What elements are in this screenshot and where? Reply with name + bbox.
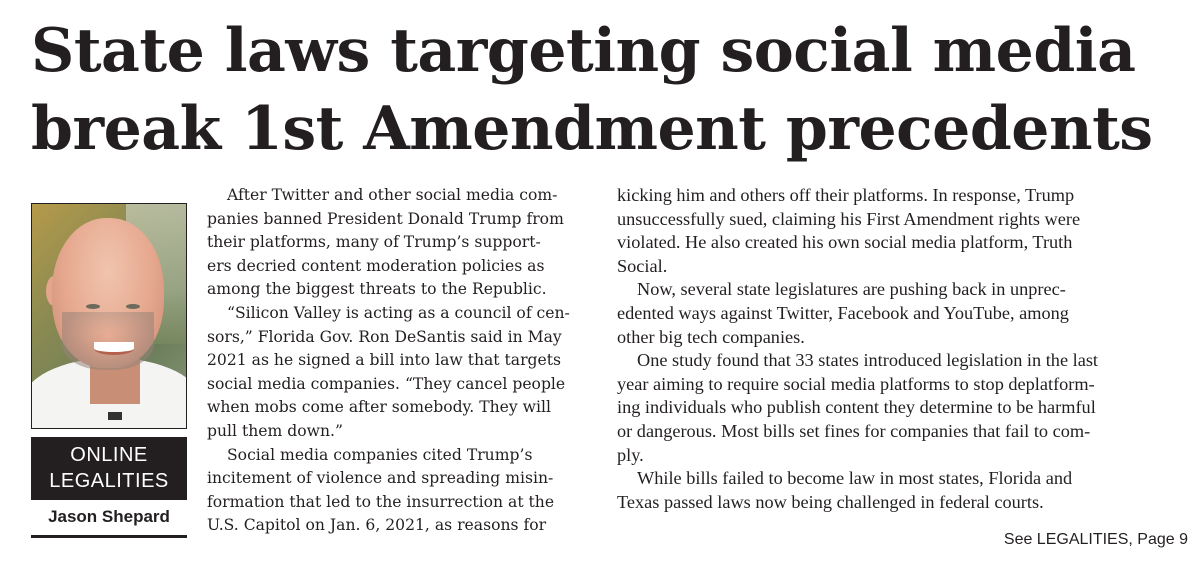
author-byline: Jason Shepard xyxy=(48,507,170,526)
column-label-line-2: LEGALITIES xyxy=(49,470,169,492)
article-line: edented ways against Twitter, Facebook and YouTube, among xyxy=(617,302,1069,323)
article-line: pull them down.” xyxy=(207,421,343,440)
article-column-1 xyxy=(207,184,593,538)
article-line: Now, several state legislatures are pushing back in unprec- xyxy=(637,279,1066,300)
article-line: U.S. Capitol on Jan. 6, 2021, as reasons for xyxy=(207,516,547,535)
article-line: Texas passed laws now being challenged in federal courts. xyxy=(617,491,1044,512)
column-label xyxy=(31,437,187,500)
article-line: among the biggest threats to the Republic. xyxy=(207,280,547,299)
article-line: ply. xyxy=(617,444,644,465)
article-line: Social. xyxy=(617,255,668,276)
article-line: After Twitter and other social media com- xyxy=(227,186,558,204)
article-line: Social media companies cited Trump’s xyxy=(227,445,533,464)
headline-line-1: State laws targeting social media xyxy=(31,16,1136,86)
photo-smile xyxy=(94,342,134,355)
article-line: incitement of violence and spreading misin- xyxy=(207,469,554,488)
jump-line[interactable]: See LEGALITIES, Page 9 xyxy=(1003,531,1188,548)
article-line: year aiming to require social media platforms to stop deplatform- xyxy=(617,373,1095,394)
photo-beard xyxy=(62,312,154,370)
article-line: One study found that 33 states introduced legislation in the last xyxy=(637,350,1099,371)
article-line: sors,” Florida Gov. Ron DeSantis said in May xyxy=(207,327,562,346)
byline-divider xyxy=(31,535,187,538)
author-photo xyxy=(31,203,187,429)
article-line: ing individuals who publish content they determine to be harmful xyxy=(617,397,1096,418)
article-line: ers decried content moderation policies as xyxy=(207,256,545,275)
photo-eye-right xyxy=(126,304,140,309)
headline xyxy=(31,12,1191,168)
photo-tie xyxy=(108,412,122,420)
article-column-2 xyxy=(617,184,1157,514)
article-line: 2021 as he signed a bill into law that targets xyxy=(207,351,562,370)
article-line: formation that led to the insurrection at the xyxy=(207,492,555,511)
headline-line-2: break 1st Amendment precedents xyxy=(31,94,1153,164)
article-line: other big tech companies. xyxy=(617,326,805,347)
article-line: or dangerous. Most bills set fines for companies that fail to com- xyxy=(617,420,1091,441)
article-line: unsuccessfully sued, claiming his First Amendment rights were xyxy=(617,208,1081,229)
article-line: kicking him and others off their platforms. In response, Trump xyxy=(617,185,1075,205)
article-line: “Silicon Valley is acting as a council of cen- xyxy=(227,303,570,322)
article-line: violated. He also created his own social media platform, Truth xyxy=(617,232,1073,253)
article-line: social media companies. “They cancel people xyxy=(207,374,566,393)
column-label-line-1: ONLINE xyxy=(70,444,148,466)
article-line: While bills failed to become law in most states, Florida and xyxy=(637,468,1073,489)
article-line: panies banned President Donald Trump from xyxy=(207,209,564,228)
article-line: when mobs come after somebody. They will xyxy=(207,398,551,417)
photo-eye-left xyxy=(86,304,100,309)
article-line: their platforms, many of Trump’s support- xyxy=(207,233,541,252)
